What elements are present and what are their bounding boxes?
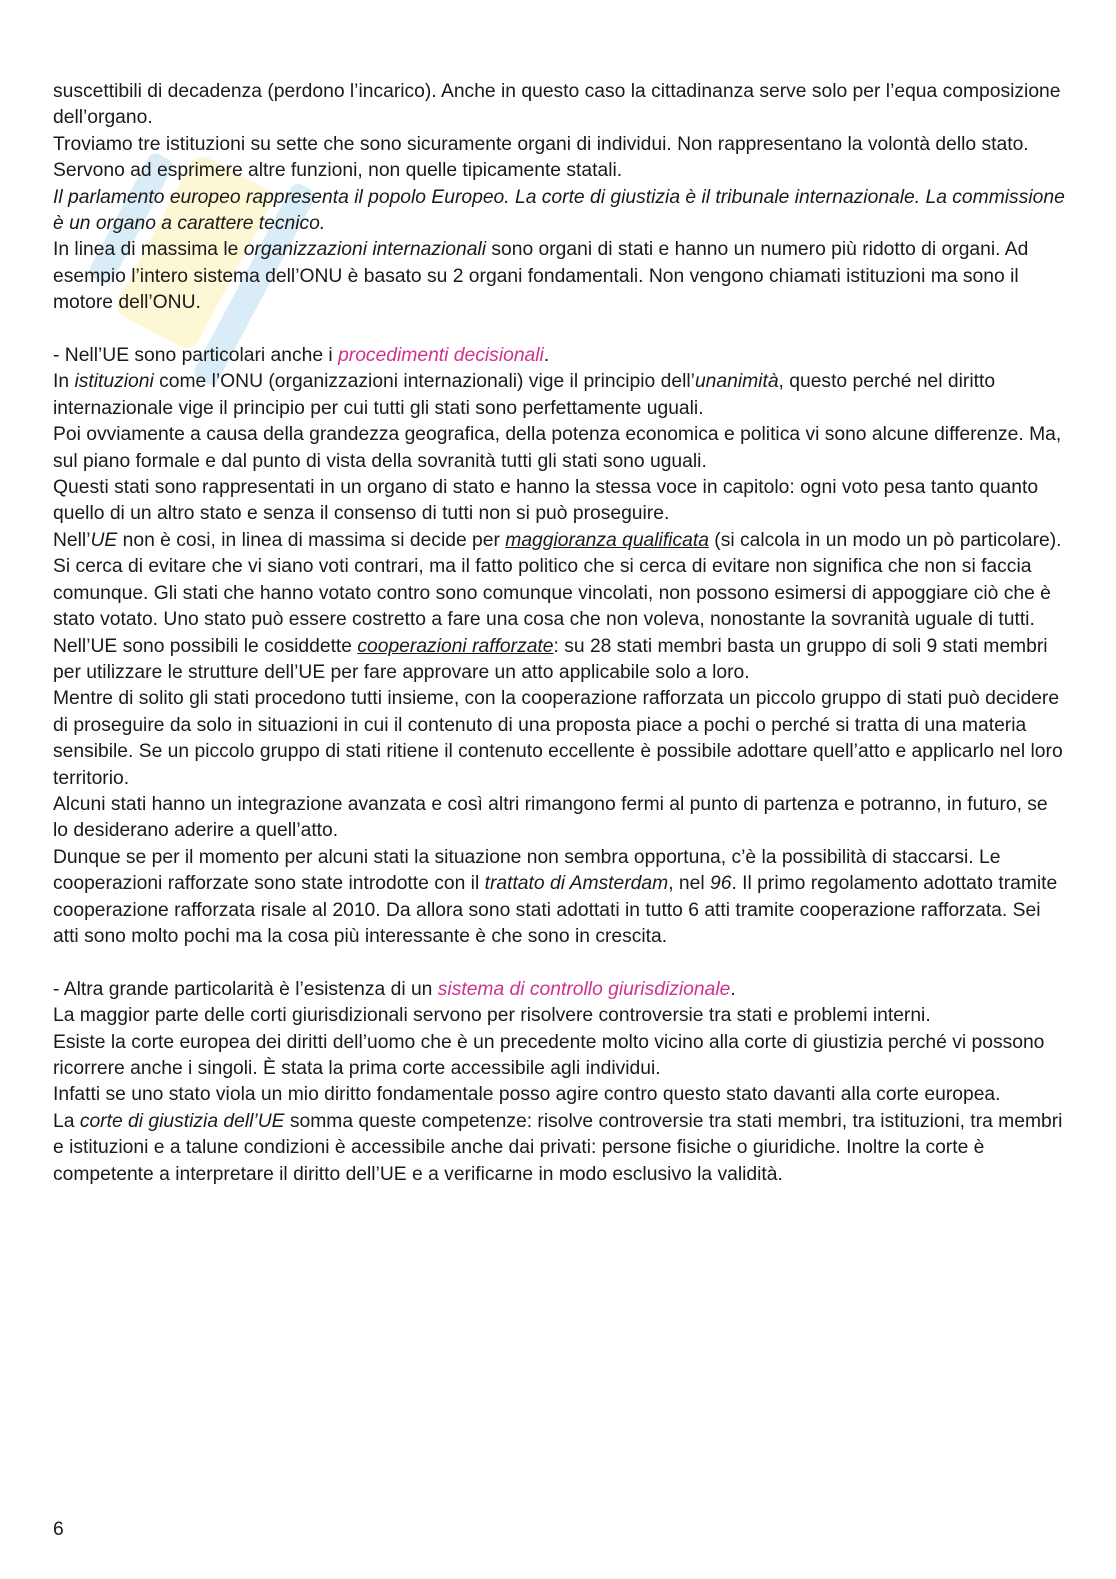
document-body xyxy=(53,79,1068,1188)
paragraph-italic: Il parlamento europeo rappresenta il popolo Europeo. La corte di giustizia è il tribunale internazionale. La commissione è un organo a carattere tecnico. xyxy=(53,186,1065,235)
paragraph: suscettibili di decadenza (perdono l’incarico). Anche in questo caso la cittadinanza serve solo per l’equa composizione dell’organo. xyxy=(53,81,1061,129)
paragraph: Mentre di solito gli stati procedono tutti insieme, con la cooperazione rafforzata un piccolo gruppo di stati può decidere di proseguire da solo in situazioni in cui il contenuto di una proposta piace a pochi o perché si tratta di una materia sensibile. Se un piccolo gruppo di stati ritiene il contenuto eccellente è possibile adottare quell’atto e applicarlo nel loro territorio. xyxy=(53,688,1063,789)
paragraph: La corte di giustizia dell’UE somma queste competenze: risolve controversie tra stati membri, tra istituzioni, tra membri e istituzioni e a talune condizioni è accessibile anche dai privati: persone fisiche o giuridiche. Inoltre la corte è competente a interpretare il diritto dell’UE e a verificarne in modo esclusivo la validità. xyxy=(53,1110,1063,1185)
page-number: 6 xyxy=(53,1519,64,1540)
paragraph: Dunque se per il momento per alcuni stati la situazione non sembra opportuna, c’è la possibilità di staccarsi. Le cooperazioni rafforzate sono state introdotte con il trattato di Amsterdam, nel 96. Il primo regolamento adottato tramite cooperazione rafforzata risale al 2010. Da allora sono stati adottati in tutto 6 atti tramite cooperazione rafforzata. Sei atti sono molto pochi ma la cosa più interessante è che sono in crescita. xyxy=(53,846,1058,947)
underlined-term: cooperazioni rafforzate xyxy=(357,635,554,657)
highlight-term: procedimenti decisionali xyxy=(338,345,544,367)
emphasis: organizzazioni internazionali xyxy=(243,239,486,261)
paragraph: Nell’UE sono possibili le cosiddette cooperazioni rafforzate: su 28 stati membri basta un gruppo di soli 9 stati membri per utilizzare le strutture dell’UE per fare approvare un atto applicabile solo a loro. xyxy=(53,635,1048,683)
paragraph: Questi stati sono rappresentati in un organo di stato e hanno la stessa voce in capitolo: ogni voto pesa tanto quanto quello di un altro stato e senza il consenso di tutti non si può proseguire. xyxy=(53,477,1039,525)
paragraph: Troviamo tre istituzioni su sette che sono sicuramente organi di individui. Non rappresentano la volontà dello stato. Servono ad esprimere altre funzioni, non quelle tipicamente statali. xyxy=(53,133,1029,182)
emphasis: corte di giustizia dell’UE xyxy=(79,1110,285,1132)
paragraph: In istituzioni come l’ONU (organizzazioni internazionali) vige il principio dell’unanimità, questo perché nel diritto internazionale vige il principio per cui tutti gli stati sono perfettamente uguali. xyxy=(53,371,996,419)
emphasis: 96 xyxy=(710,873,732,895)
paragraph: - Nell’UE sono particolari anche i procedimenti decisionali. xyxy=(53,345,550,367)
paragraph: - Altra grande particolarità è l’esistenza di un sistema di controllo giurisdizionale. xyxy=(53,978,736,1000)
paragraph: Nell’UE non è cosi, in linea di massima si decide per maggioranza qualificata (si calcola in un modo un pò particolare). Si cerca di evitare che vi siano voti contrari, ma il fatto politico che si cerca di evitare non significa che non si faccia comunque. Gli stati che hanno votato contro sono comunque vincolati, non possono esimersi di appoggiare ciò che è stato votato. Uno stato può essere costretto a fare una cosa che non voleva, nonostante la sovranità uguale di tutti. xyxy=(53,529,1062,631)
emphasis: UE xyxy=(90,529,118,551)
paragraph: Infatti se uno stato viola un mio diritto fondamentale posso agire contro questo stato davanti alla corte europea. xyxy=(53,1084,1001,1106)
underlined-term: maggioranza qualificata xyxy=(505,529,709,551)
paragraph: Poi ovviamente a causa della grandezza geografica, della potenza economica e politica vi sono alcune differenze. Ma, sul piano formale e dal punto di vista della sovranità tutti gli stati sono uguali. xyxy=(53,424,1062,472)
paragraph: In linea di massima le organizzazioni internazionali sono organi di stati e hanno un numero più ridotto di organi. Ad esempio l’intero sistema dell’ONU è basato su 2 organi fondamentali. Non vengono chiamati istituzioni ma sono il motore dell’ONU. xyxy=(53,239,1029,314)
paragraph: La maggior parte delle corti giurisdizionali servono per risolvere controversie tra stati e problemi interni. xyxy=(53,1005,931,1027)
paragraph: Esiste la corte europea dei diritti dell’uomo che è un precedente molto vicino alla corte di giustizia perché vi possono ricorrere anche i singoli. È stata la prima corte accessibile agli individui. xyxy=(53,1031,1045,1079)
paragraph: Alcuni stati hanno un integrazione avanzata e così altri rimangono fermi al punto di partenza e potranno, in futuro, se lo desiderano aderire a quell’atto. xyxy=(53,793,1048,842)
highlight-term: sistema di controllo giurisdizionale xyxy=(437,978,731,1000)
emphasis: trattato di Amsterdam xyxy=(484,873,669,895)
emphasis: unanimità xyxy=(694,371,779,393)
emphasis: istituzioni xyxy=(74,371,154,393)
